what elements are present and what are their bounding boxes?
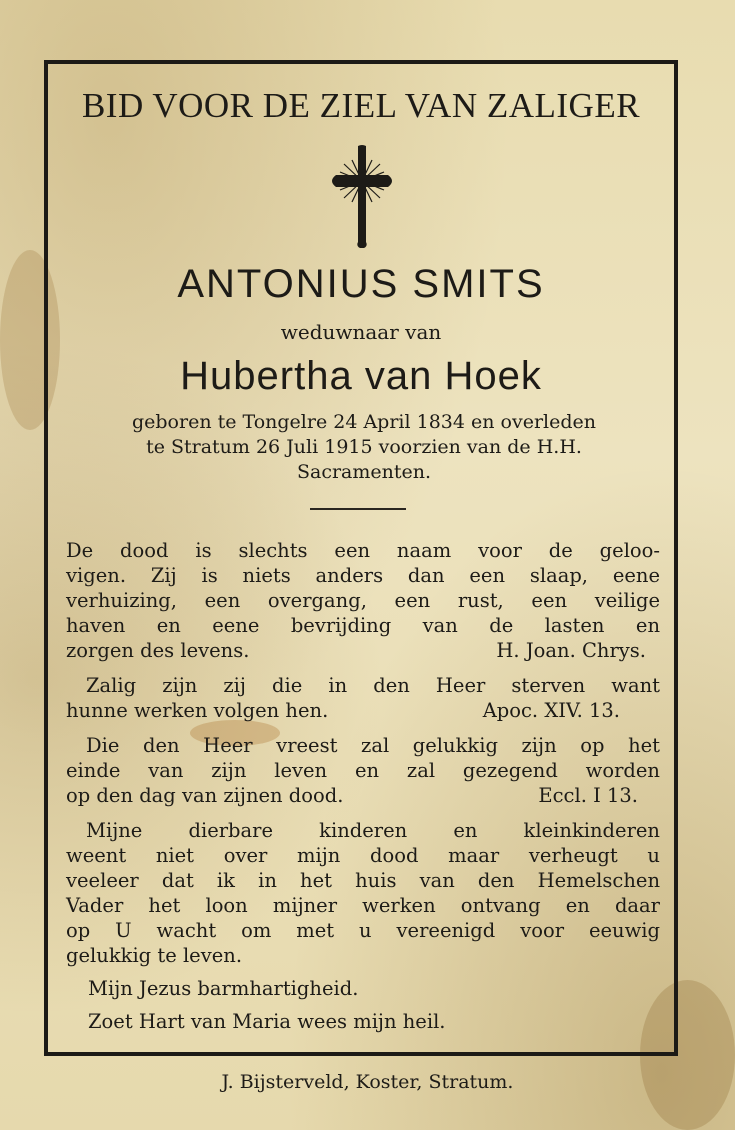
passage-source: Apoc. XIV. 13. — [482, 699, 620, 722]
passage-line: Die den Heer vreest zal gelukkig zijn op het — [86, 734, 660, 757]
cross-icon — [330, 144, 394, 250]
passage-apocalypse — [66, 673, 660, 723]
closing-prayers — [88, 972, 648, 1038]
passage-line: haven en eene bevrijding van de lasten en — [66, 614, 660, 637]
prayer-heading: BID VOOR DE ZIEL VAN ZALIGER — [81, 86, 641, 125]
passage-line: Zalig zijn zij die in den Heer sterven want — [86, 674, 660, 697]
passage-last-line — [66, 698, 660, 723]
details-line: Sacramenten. — [296, 461, 432, 483]
passage-last-line — [66, 638, 660, 663]
relation-text: weduwnaar van — [280, 320, 442, 344]
prayer-line: Mijn Jezus barmhartigheid. — [88, 977, 359, 1000]
passage-line: op U wacht om met u vereenigd voor eeuwig — [66, 919, 660, 942]
passage-text: hunne werken volgen hen. — [66, 699, 329, 722]
passage-farewell — [66, 818, 660, 968]
passage-text: op den dag van zijnen dood. — [66, 784, 344, 807]
passage-text: zorgen des levens. — [66, 639, 250, 662]
passage-ecclesiasticus — [66, 733, 660, 808]
passage-source: Eccl. I 13. — [538, 784, 638, 807]
passage-source: H. Joan. Chrys. — [496, 639, 646, 662]
passage-line: Vader het loon mijner werken ontvang en daar — [66, 894, 660, 917]
birth-death-details — [68, 410, 660, 485]
passage-line: verhuizing, een overgang, een rust, een veilige — [66, 589, 660, 612]
passage-line: De dood is slechts een naam voor de geloo- — [66, 539, 660, 562]
passage-line: weent niet over mijn dood maar verheugt u — [66, 844, 660, 867]
printer-credit: J. Bijsterveld, Koster, Stratum. — [221, 1071, 514, 1093]
details-line: geboren te Tongelre 24 April 1834 en overleden — [131, 411, 596, 433]
passage-line: Mijne dierbare kinderen en kleinkinderen — [86, 819, 660, 842]
passage-last-line — [66, 783, 660, 808]
deceased-name: ANTONIUS SMITS — [177, 262, 545, 306]
spouse-name: Hubertha van Hoek — [180, 354, 542, 398]
passage-line: einde van zijn leven en zal gezegend worden — [66, 759, 660, 782]
passage-line: veeleer dat ik in het huis van den Hemelschen — [66, 869, 660, 892]
scripture-passages — [66, 538, 660, 978]
prayer-line: Zoet Hart van Maria wees mijn heil. — [88, 1010, 446, 1033]
passage-text: gelukkig te leven. — [66, 944, 243, 967]
passage-chrysostom — [66, 538, 660, 663]
divider-rule — [310, 508, 406, 510]
passage-line: vigen. Zij is niets anders dan een slaap, eene — [66, 564, 660, 587]
details-line: te Stratum 26 Juli 1915 voorzien van de H.H. — [146, 436, 582, 458]
